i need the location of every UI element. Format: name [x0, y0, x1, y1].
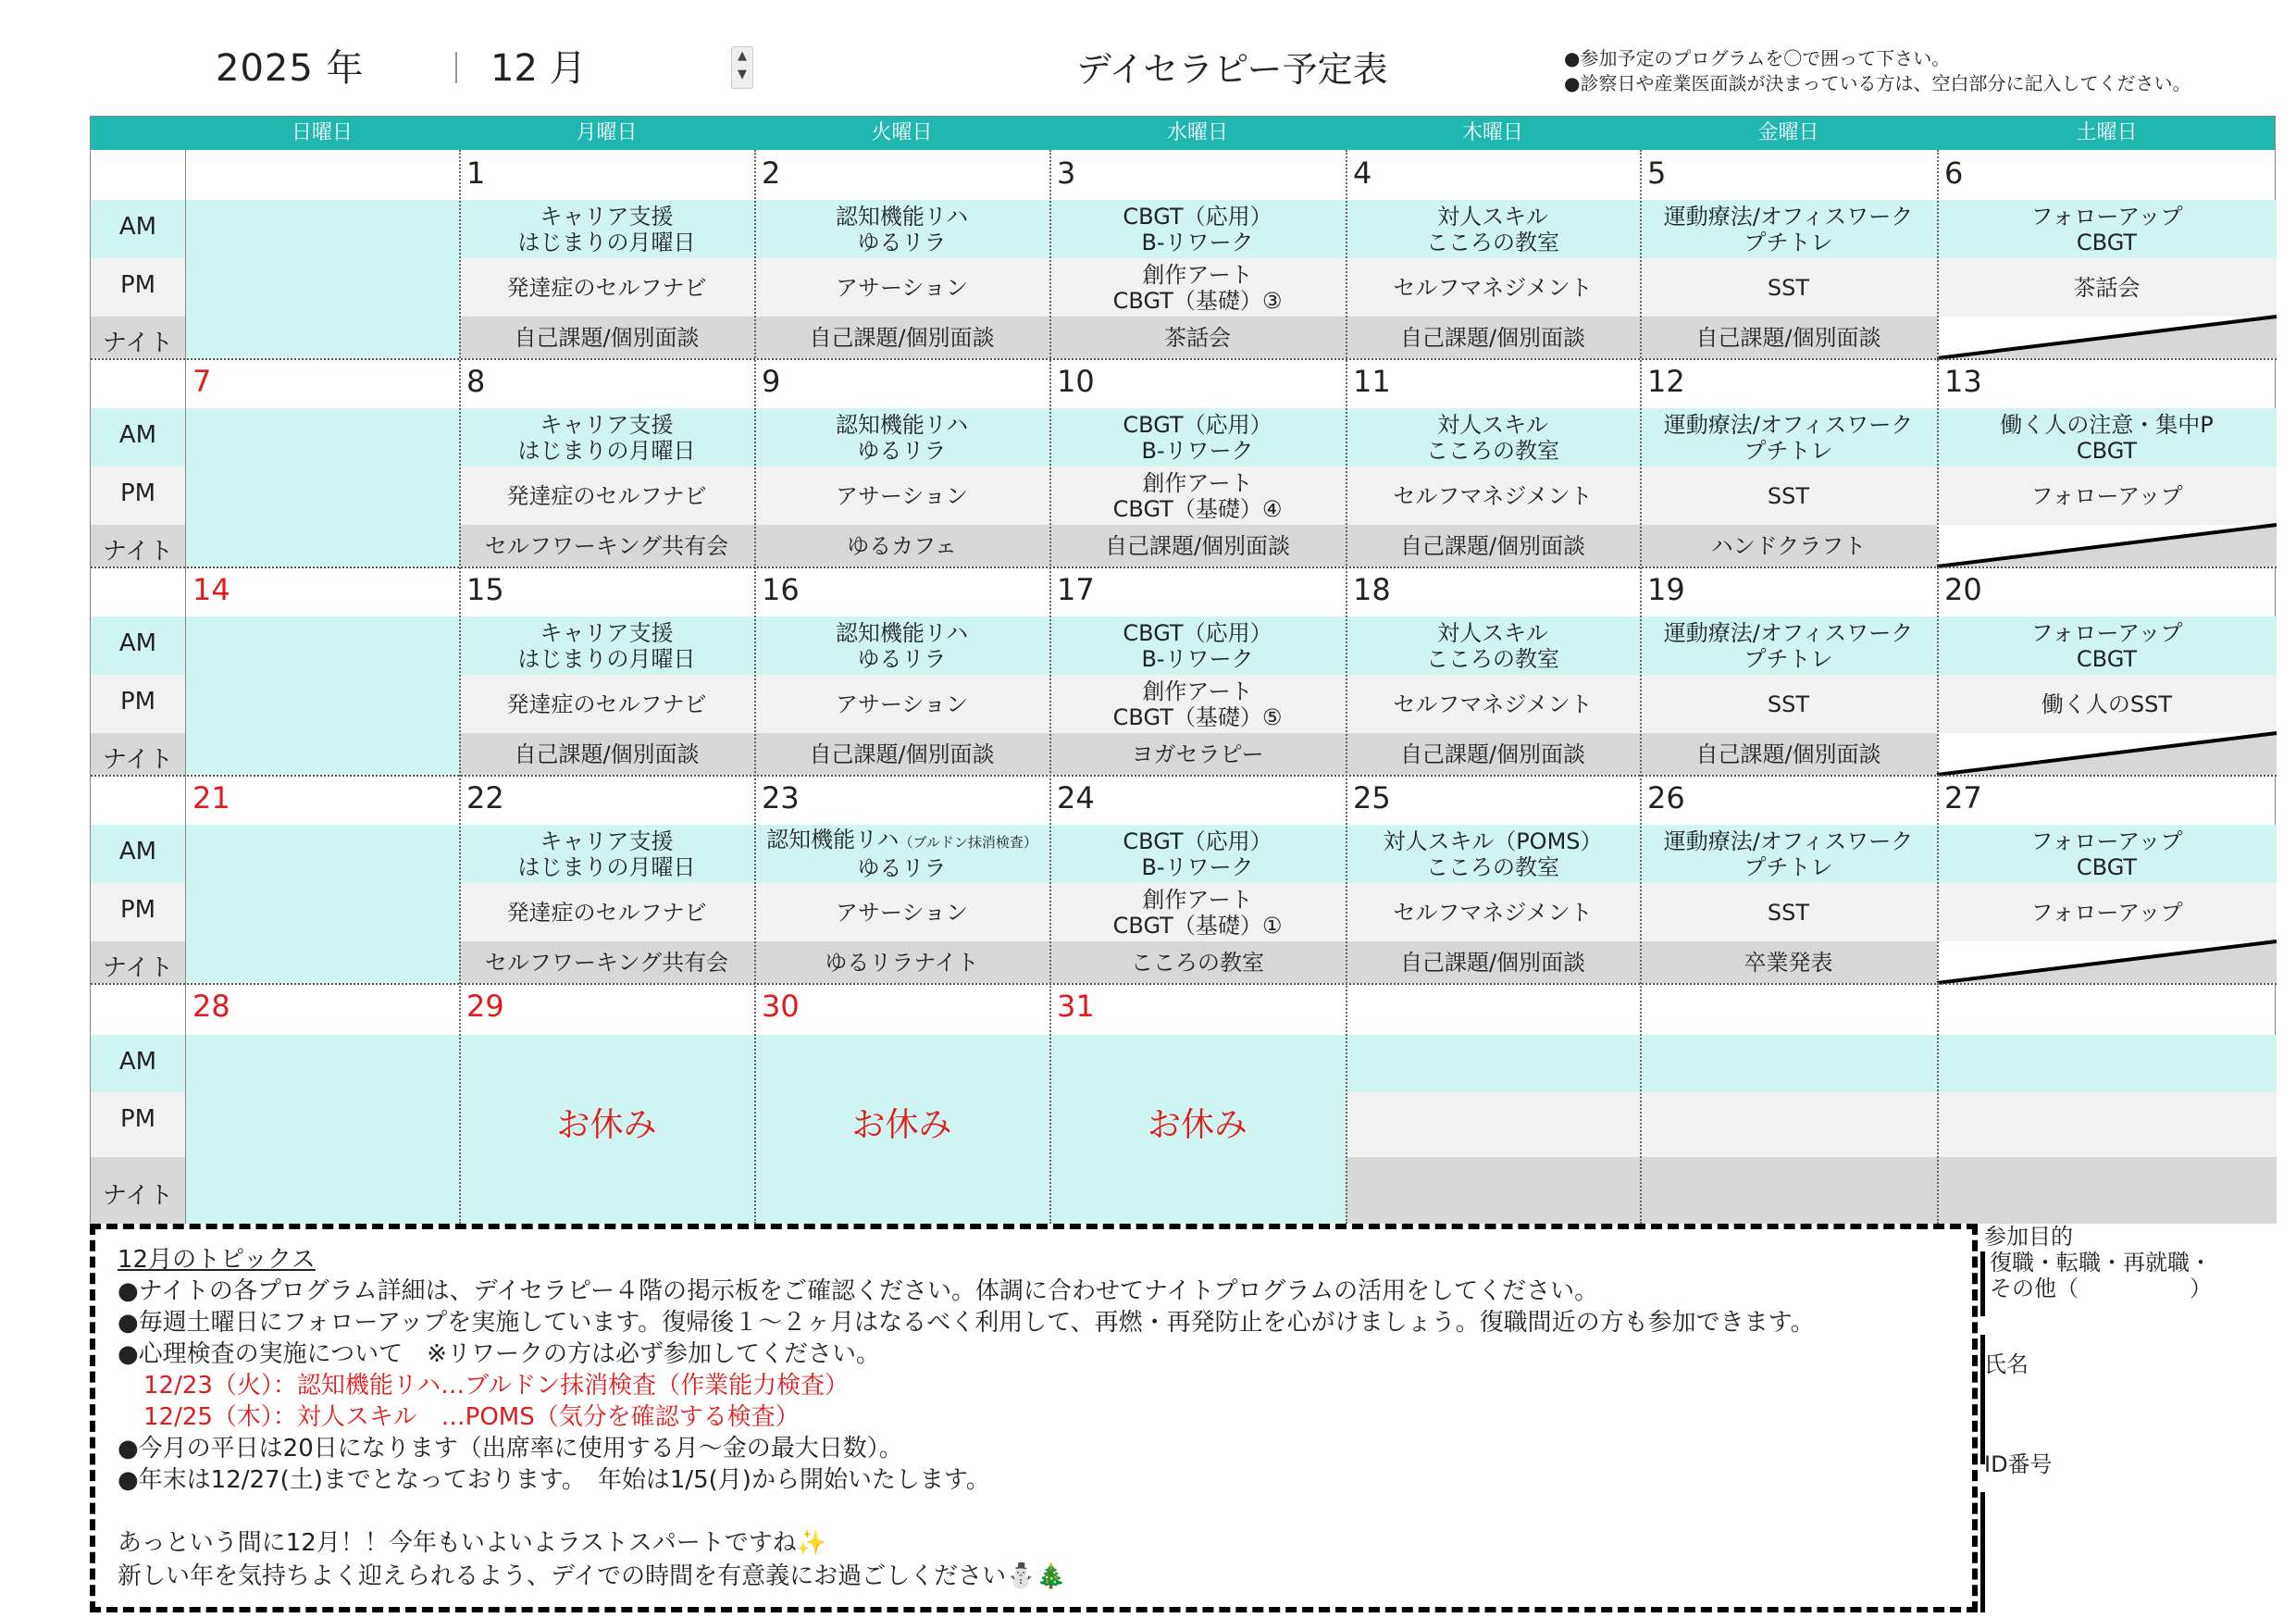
pm-program[interactable] [459, 258, 754, 317]
program-line: 対人スキル [1437, 203, 1548, 230]
program-line: 認知機能リハ [835, 619, 969, 646]
night-program[interactable]: 自己課題/個別面談 [514, 324, 700, 351]
empty-pm [1346, 1092, 1640, 1157]
date-number: 13 [1944, 364, 1982, 399]
week-separator [91, 983, 2277, 985]
program-line: SST [1767, 691, 1810, 717]
program-line: 創作アート [1142, 678, 1253, 704]
closing-message: あっという間に12月！！今年もいよいよラストスパートですね✨ [118, 1529, 827, 1557]
date-number: 20 [1944, 572, 1982, 607]
program-line: フォローアップ [2030, 203, 2183, 230]
program-line: はじまりの月曜日 [517, 853, 696, 880]
holiday-label: お休み [851, 1106, 952, 1144]
instruction-line: ●参加予定のプログラムを〇で囲って下さい。 [1564, 47, 1951, 69]
name-label: 氏名 [1984, 1351, 2029, 1377]
sunday-column [185, 408, 459, 566]
instruction-line: ●診察日や産業医面談が決まっている方は、空白部分に記入してください。 [1564, 72, 2191, 94]
program-line: B-リワーク [1141, 853, 1254, 880]
pm-program[interactable] [1049, 467, 1346, 525]
night-program[interactable]: 自己課題/個別面談 [1695, 741, 1881, 767]
program-line: 対人スキル [1437, 619, 1548, 646]
program-line: プチトレ [1744, 229, 1833, 255]
no-session-slash [1937, 936, 2277, 977]
column-divider [1640, 150, 1642, 1224]
program-line: 運動療法/オフィスワーク [1663, 619, 1914, 646]
empty-pm [1640, 1092, 1937, 1157]
am-program[interactable] [754, 408, 1049, 467]
program-line: 認知機能リハ [835, 411, 969, 438]
pm-program[interactable] [1346, 675, 1640, 733]
night-program[interactable]: ゆるリラナイト [825, 949, 979, 976]
program-line: 発達症のセルフナビ [506, 691, 707, 717]
pm-label: PM [119, 271, 156, 299]
program-line: CBGT（基礎）④ [1112, 495, 1283, 522]
program-line: 運動療法/オフィスワーク [1663, 203, 1914, 230]
date-number: 8 [466, 364, 486, 399]
night-program[interactable]: 自己課題/個別面談 [1399, 949, 1586, 976]
closing-message: 新しい年を気持ちよく迎えられるよう、デイでの時間を有意義にお過ごしください⛄🎄 [118, 1562, 1066, 1590]
am-program[interactable] [459, 825, 754, 883]
empty-night [1937, 1157, 2277, 1224]
am-program[interactable] [1049, 616, 1346, 675]
program-line: 対人スキル（POMS） [1383, 828, 1603, 854]
program-line: アサーション [835, 691, 969, 717]
am-label: AM [118, 838, 157, 865]
weekday-label: 金曜日 [1757, 121, 1819, 144]
pm-program[interactable] [1937, 258, 2277, 317]
program-line: 働く人のSST [2041, 691, 2173, 717]
week-separator [91, 566, 2277, 568]
year-label: 2025 年 [216, 47, 365, 90]
date-number: 10 [1057, 364, 1095, 399]
pm-program[interactable] [1640, 258, 1937, 317]
program-line [766, 827, 1037, 855]
week-separator [91, 358, 2277, 360]
pm-program[interactable] [1937, 467, 2277, 525]
empty-am [1346, 1035, 1640, 1092]
night-program[interactable]: こころの教室 [1131, 949, 1264, 976]
am-program[interactable] [754, 825, 1049, 883]
date-number: 14 [192, 572, 230, 607]
am-program[interactable] [1937, 616, 2277, 675]
program-line: フォローアップ [2030, 899, 2183, 926]
date-number: 5 [1647, 156, 1667, 191]
night-program[interactable]: 自己課題/個別面談 [1695, 324, 1881, 351]
program-line: こころの教室 [1426, 645, 1559, 672]
page-title: デイセラピー予定表 [1076, 49, 1388, 90]
program-line: 創作アート [1142, 886, 1253, 913]
program-line: B-リワーク [1141, 645, 1254, 672]
date-number: 4 [1353, 156, 1372, 191]
date-number: 16 [762, 572, 800, 607]
night-program[interactable]: ハンドクラフト [1710, 532, 1867, 559]
pm-program[interactable] [459, 467, 754, 525]
pm-program[interactable] [1937, 675, 2277, 733]
am-label: AM [118, 629, 157, 657]
date-number: 17 [1057, 572, 1095, 607]
column-divider [185, 150, 186, 1224]
date-number: 6 [1944, 156, 1964, 191]
empty-am [1640, 1035, 1937, 1092]
program-line: 認知機能リハ [835, 203, 969, 230]
program-line: はじまりの月曜日 [517, 645, 696, 672]
pm-program[interactable] [754, 467, 1049, 525]
program-line: SST [1767, 899, 1810, 926]
night-label: ナイト [102, 745, 174, 774]
am-program[interactable] [459, 616, 754, 675]
am-label: AM [118, 1048, 157, 1076]
month-field[interactable] [455, 44, 761, 93]
program-line: 対人スキル [1437, 411, 1548, 438]
no-session-slash [1937, 519, 2277, 561]
program-line: B-リワーク [1141, 437, 1254, 464]
program-line: こころの教室 [1426, 437, 1559, 464]
date-number: 19 [1647, 572, 1685, 607]
pm-program[interactable] [1049, 258, 1346, 317]
program-line: ゆるリラ [857, 855, 947, 881]
pm-program[interactable] [1640, 675, 1937, 733]
night-program[interactable]: 自己課題/個別面談 [1399, 741, 1586, 767]
month-spinner-icon[interactable]: ▲ ▼ [731, 46, 753, 89]
date-number: 3 [1057, 156, 1076, 191]
program-line: 働く人の注意・集中P [2000, 411, 2214, 438]
column-divider [459, 150, 461, 1224]
no-session-slash [1937, 311, 2277, 353]
weekday-label: 木曜日 [1461, 121, 1523, 144]
pm-label: PM [119, 479, 156, 507]
program-line: CBGT（基礎）⑤ [1112, 703, 1283, 730]
program-line: 創作アート [1142, 469, 1253, 496]
am-program[interactable] [1937, 825, 2277, 883]
program-line: CBGT（基礎）① [1112, 912, 1283, 939]
weekday-label: 日曜日 [291, 121, 353, 144]
date-number: 29 [466, 989, 504, 1024]
pm-program[interactable] [1640, 883, 1937, 941]
topics-line: ●今月の平日は20日になります（出席率に使用する月～金の最大日数）。 [118, 1435, 903, 1462]
pm-program[interactable] [1937, 883, 2277, 941]
id-label: ID番号 [1984, 1451, 2053, 1477]
program-line: アサーション [835, 274, 969, 301]
side-bar [1980, 1251, 1985, 1316]
program-line: 発達症のセルフナビ [506, 899, 707, 926]
am-program[interactable] [1049, 200, 1346, 258]
pm-program[interactable] [754, 883, 1049, 941]
date-number: 31 [1057, 989, 1095, 1024]
am-program[interactable] [754, 616, 1049, 675]
program-line: 創作アート [1142, 261, 1253, 288]
am-program[interactable] [1640, 200, 1937, 258]
date-number: 22 [466, 780, 504, 815]
am-program[interactable] [1346, 616, 1640, 675]
am-program[interactable] [1640, 616, 1937, 675]
date-number: 28 [192, 989, 230, 1024]
program-line: キャリア支援 [540, 203, 674, 230]
date-number: 9 [762, 364, 781, 399]
program-line: 運動療法/オフィスワーク [1663, 828, 1914, 854]
program-line: はじまりの月曜日 [517, 229, 696, 255]
sunday-column [185, 825, 459, 983]
program-line: CBGT [2076, 229, 2138, 255]
pm-program[interactable] [1049, 675, 1346, 733]
topics-line: ●心理検査の実施について ※リワークの方は必ず参加してください。 [118, 1340, 880, 1368]
pm-program[interactable] [459, 675, 754, 733]
program-line: CBGT（応用） [1123, 619, 1272, 646]
date-number: 1 [466, 156, 486, 191]
night-program[interactable]: セルフワーキング共有会 [484, 532, 729, 559]
date-number: 7 [192, 364, 212, 399]
night-program[interactable]: 自己課題/個別面談 [1399, 324, 1586, 351]
week-separator [91, 775, 2277, 777]
calendar-grid [90, 116, 2276, 1223]
program-line: 発達症のセルフナビ [506, 482, 707, 509]
program-line: 発達症のセルフナビ [506, 274, 707, 301]
am-program[interactable] [1937, 200, 2277, 258]
program-line: こころの教室 [1426, 853, 1559, 880]
month-value: 12 月 [490, 47, 587, 90]
pm-program[interactable] [1346, 467, 1640, 525]
night-program[interactable]: セルフワーキング共有会 [484, 949, 729, 976]
instructions [1564, 46, 2191, 96]
empty-pm [1937, 1092, 2277, 1157]
test-schedule-line: 12/23（火）：認知機能リハ…ブルドン抹消検査（作業能力検査） [143, 1372, 850, 1400]
side-bar [1980, 1492, 1985, 1612]
date-number: 18 [1353, 572, 1391, 607]
program-line: SST [1767, 274, 1810, 301]
column-divider [754, 150, 756, 1224]
pm-label: PM [119, 688, 156, 716]
purpose-label: 参加目的 [1984, 1224, 2073, 1250]
program-line: プチトレ [1744, 853, 1833, 880]
program-line: ゆるリラ [857, 645, 947, 672]
night-label: ナイト [102, 537, 174, 566]
date-number: 27 [1944, 780, 1982, 815]
program-line: キャリア支援 [540, 619, 674, 646]
program-line: CBGT（応用） [1123, 411, 1272, 438]
test-schedule-line: 12/25（木）：対人スキル …POMS（気分を確認する検査） [143, 1403, 800, 1431]
am-program[interactable] [1346, 825, 1640, 883]
header [0, 0, 2296, 120]
program-line: キャリア支援 [540, 828, 674, 854]
night-label: ナイト [102, 329, 174, 357]
pm-label: PM [119, 896, 156, 924]
program-line: 茶話会 [2073, 274, 2141, 301]
am-program[interactable] [1640, 408, 1937, 467]
am-program[interactable] [1346, 408, 1640, 467]
pm-label: PM [119, 1105, 156, 1133]
column-divider [1937, 150, 1939, 1224]
weekday-label: 水曜日 [1166, 121, 1228, 144]
date-number: 11 [1353, 364, 1391, 399]
am-label: AM [118, 421, 157, 449]
program-line: B-リワーク [1141, 229, 1254, 255]
night-label: ナイト [102, 1182, 174, 1210]
topics-heading: 12月のトピックス [118, 1246, 316, 1274]
program-note: （ブルドン抹消検査） [899, 834, 1037, 851]
date-number: 12 [1647, 364, 1685, 399]
program-line: セルフマネジメント [1393, 691, 1593, 717]
purpose-options[interactable]: 復職・転職・再就職・ [1990, 1250, 2212, 1276]
date-number: 2 [762, 156, 781, 191]
pm-program[interactable] [754, 675, 1049, 733]
program-line: キャリア支援 [540, 411, 674, 438]
pm-program[interactable] [1640, 467, 1937, 525]
program-line: はじまりの月曜日 [517, 437, 696, 464]
date-number: 23 [762, 780, 800, 815]
night-program[interactable]: 自己課題/個別面談 [809, 741, 995, 767]
weekday-label: 月曜日 [576, 121, 638, 144]
am-program[interactable] [459, 408, 754, 467]
night-program[interactable]: 自己課題/個別面談 [809, 324, 995, 351]
program-line: 運動療法/オフィスワーク [1663, 411, 1914, 438]
date-number: 15 [466, 572, 504, 607]
am-program[interactable] [1346, 200, 1640, 258]
program-line: CBGT（基礎）③ [1112, 287, 1283, 314]
program-line: セルフマネジメント [1393, 899, 1593, 926]
am-program[interactable] [459, 200, 754, 258]
program-line: プチトレ [1744, 437, 1833, 464]
pm-program[interactable] [1049, 883, 1346, 941]
empty-night [1346, 1157, 1640, 1224]
night-label: ナイト [102, 953, 174, 982]
pm-program[interactable] [459, 883, 754, 941]
empty-night [1640, 1157, 1937, 1224]
pm-program[interactable] [1346, 883, 1640, 941]
program-line: CBGT [2076, 437, 2138, 464]
program-line: フォローアップ [2030, 482, 2183, 509]
sunday-column [185, 616, 459, 775]
am-program[interactable] [1640, 825, 1937, 883]
am-program[interactable] [1049, 825, 1346, 883]
date-number: 24 [1057, 780, 1095, 815]
program-line: プチトレ [1744, 645, 1833, 672]
empty-am [1937, 1035, 2277, 1092]
sunday-column [185, 1035, 459, 1224]
no-session-slash [1937, 728, 2277, 769]
program-line: CBGT（応用） [1123, 828, 1272, 854]
sunday-column [185, 200, 459, 358]
program-line: フォローアップ [2030, 619, 2183, 646]
date-number: 30 [762, 989, 800, 1024]
night-program[interactable]: 茶話会 [1164, 324, 1231, 351]
topics-line: ●ナイトの各プログラム詳細は、デイセラピー４階の掲示板をご確認ください。体調に合わせてナイトプログラムの活用をしてください。 [118, 1277, 1599, 1305]
am-program[interactable] [754, 200, 1049, 258]
date-number: 25 [1353, 780, 1391, 815]
weekday-label: 土曜日 [2076, 121, 2138, 144]
program-line: ゆるリラ [857, 229, 947, 255]
holiday-label: お休み [1147, 1106, 1247, 1144]
topics-line: ●年末は12/27(土)までとなっております。 年始は1/5(月)から開始いたします。 [118, 1466, 990, 1494]
program-line: アサーション [835, 482, 969, 509]
weekday-label: 火曜日 [871, 121, 933, 144]
night-program[interactable]: 自己課題/個別面談 [1399, 532, 1586, 559]
program-line: アサーション [835, 899, 969, 926]
participant-info [1980, 1224, 2277, 1612]
am-program[interactable] [1049, 408, 1346, 467]
date-number: 26 [1647, 780, 1685, 815]
column-divider [1346, 150, 1347, 1224]
holiday-label: お休み [556, 1106, 657, 1144]
am-program[interactable] [1937, 408, 2277, 467]
program-line: フォローアップ [2030, 828, 2183, 854]
topics-line: ●毎週土曜日にフォローアップを実施しています。復帰後１～２ヶ月はなるべく利用して、再燃・再発防止を心がけましょう。復職間近の方も参加できます。 [118, 1309, 1815, 1337]
program-line: CBGT（応用） [1123, 203, 1272, 230]
program-line: こころの教室 [1426, 229, 1559, 255]
pm-program[interactable] [1346, 258, 1640, 317]
program-line: SST [1767, 482, 1810, 509]
night-program[interactable]: 卒業発表 [1744, 949, 1833, 976]
am-label: AM [118, 213, 157, 241]
program-line: セルフマネジメント [1393, 274, 1593, 301]
night-program[interactable]: ゆるカフェ [847, 532, 957, 559]
purpose-other[interactable]: その他（ ） [1990, 1276, 2212, 1301]
program-line: CBGT [2076, 645, 2138, 672]
topics-box [90, 1224, 1978, 1612]
night-program[interactable]: 自己課題/個別面談 [1104, 532, 1291, 559]
program-line: ゆるリラ [857, 437, 947, 464]
month-divider [455, 52, 457, 83]
program-name: 認知機能リハ [766, 827, 900, 853]
program-line: セルフマネジメント [1393, 482, 1593, 509]
night-program[interactable]: ヨガセラピー [1131, 741, 1264, 767]
date-number: 21 [192, 780, 230, 815]
night-program[interactable]: 自己課題/個別面談 [514, 741, 700, 767]
program-line: CBGT [2076, 853, 2138, 880]
column-divider [1049, 150, 1051, 1224]
pm-program[interactable] [754, 258, 1049, 317]
